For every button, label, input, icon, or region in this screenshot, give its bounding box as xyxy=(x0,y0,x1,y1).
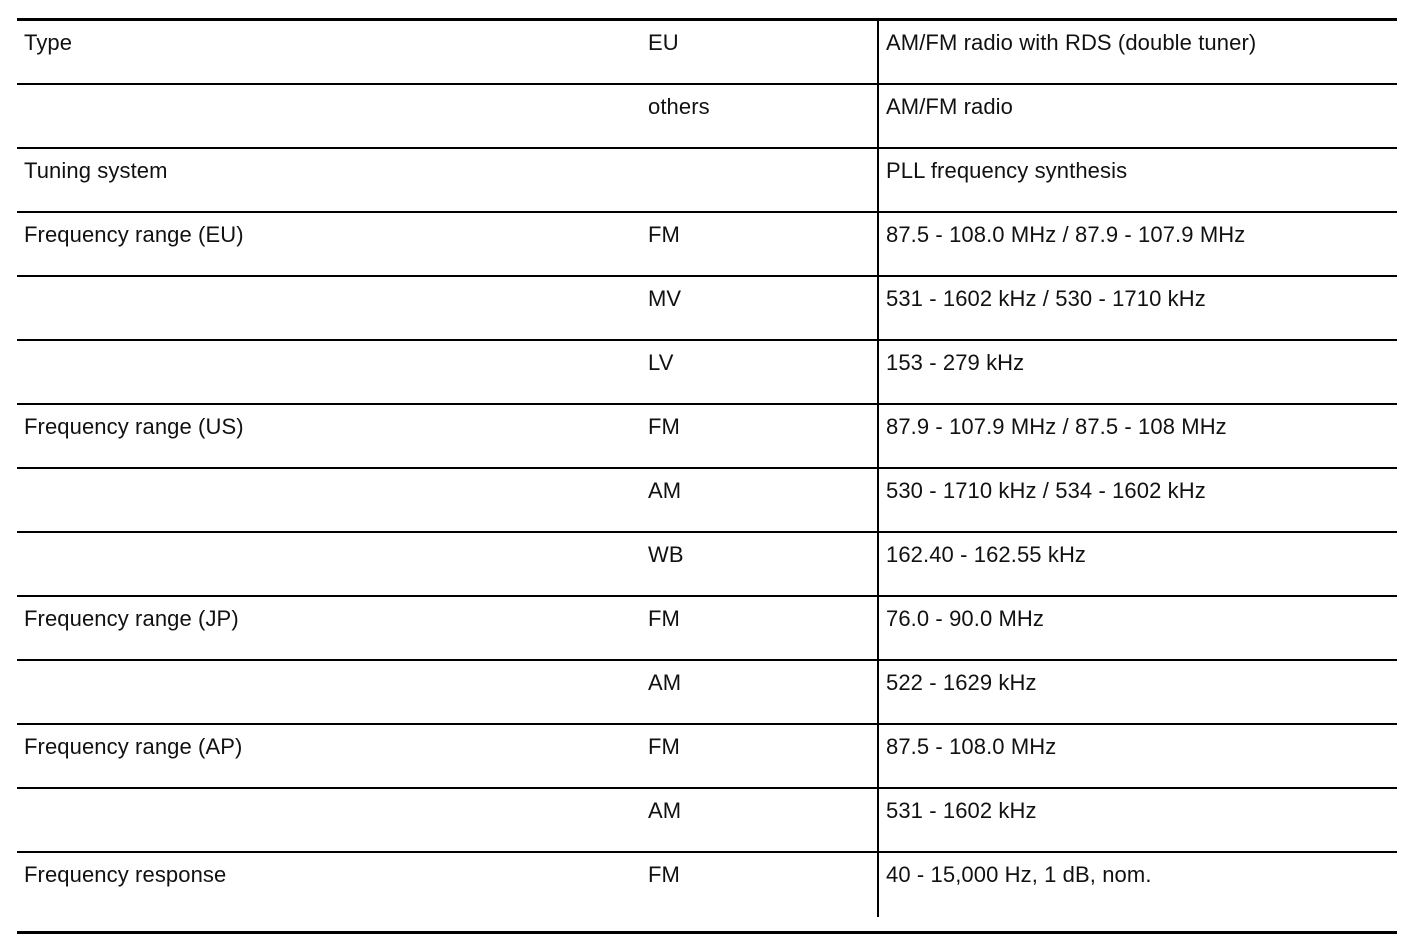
table-row xyxy=(17,213,1397,277)
row-label: Frequency range (US) xyxy=(24,414,244,439)
row-sublabel: FM xyxy=(648,862,680,887)
row-sublabel: LV xyxy=(648,350,674,375)
row-value: 87.9 - 107.9 MHz / 87.5 - 108 MHz xyxy=(886,414,1227,439)
row-label: Frequency range (EU) xyxy=(24,222,244,247)
row-sublabel: others xyxy=(648,94,710,119)
row-value: 530 - 1710 kHz / 534 - 1602 kHz xyxy=(886,478,1206,503)
row-label: Type xyxy=(24,30,73,55)
row-sublabel: WB xyxy=(648,542,684,567)
table-row xyxy=(17,597,1397,661)
spec-table xyxy=(17,18,1397,934)
row-label: Frequency response xyxy=(24,862,227,887)
row-value: 76.0 - 90.0 MHz xyxy=(886,606,1045,631)
row-value: 153 - 279 kHz xyxy=(886,350,1025,375)
row-sublabel: AM xyxy=(648,798,682,823)
row-value: 162.40 - 162.55 kHz xyxy=(886,542,1087,567)
row-sublabel: AM xyxy=(648,670,682,695)
row-value: AM/FM radio xyxy=(886,94,1014,119)
row-value: 87.5 - 108.0 MHz xyxy=(886,734,1057,759)
table-row xyxy=(17,661,1397,725)
table-row xyxy=(17,277,1397,341)
row-value: 40 - 15,000 Hz, 1 dB, nom. xyxy=(886,862,1152,887)
row-value: 87.5 - 108.0 MHz / 87.9 - 107.9 MHz xyxy=(886,222,1246,247)
table-row xyxy=(17,21,1397,85)
row-label: Frequency range (JP) xyxy=(24,606,239,631)
table-row xyxy=(17,725,1397,789)
row-label: Tuning system xyxy=(24,158,168,183)
table-row xyxy=(17,853,1397,917)
table-row xyxy=(17,149,1397,213)
row-sublabel: FM xyxy=(648,606,680,631)
row-sublabel: FM xyxy=(648,222,680,247)
table-row xyxy=(17,469,1397,533)
row-sublabel: FM xyxy=(648,734,680,759)
table-row xyxy=(17,533,1397,597)
table-row xyxy=(17,85,1397,149)
row-value: AM/FM radio with RDS (double tuner) xyxy=(886,30,1257,55)
row-value: 531 - 1602 kHz / 530 - 1710 kHz xyxy=(886,286,1206,311)
row-value: 522 - 1629 kHz xyxy=(886,670,1037,695)
row-sublabel: FM xyxy=(648,414,680,439)
row-sublabel: EU xyxy=(648,30,679,55)
row-label: Frequency range (AP) xyxy=(24,734,243,759)
row-sublabel: MV xyxy=(648,286,682,311)
row-value: PLL frequency synthesis xyxy=(886,158,1128,183)
table-row xyxy=(17,405,1397,469)
row-value: 531 - 1602 kHz xyxy=(886,798,1037,823)
row-sublabel: AM xyxy=(648,478,682,503)
table-row xyxy=(17,789,1397,853)
table-row xyxy=(17,341,1397,405)
